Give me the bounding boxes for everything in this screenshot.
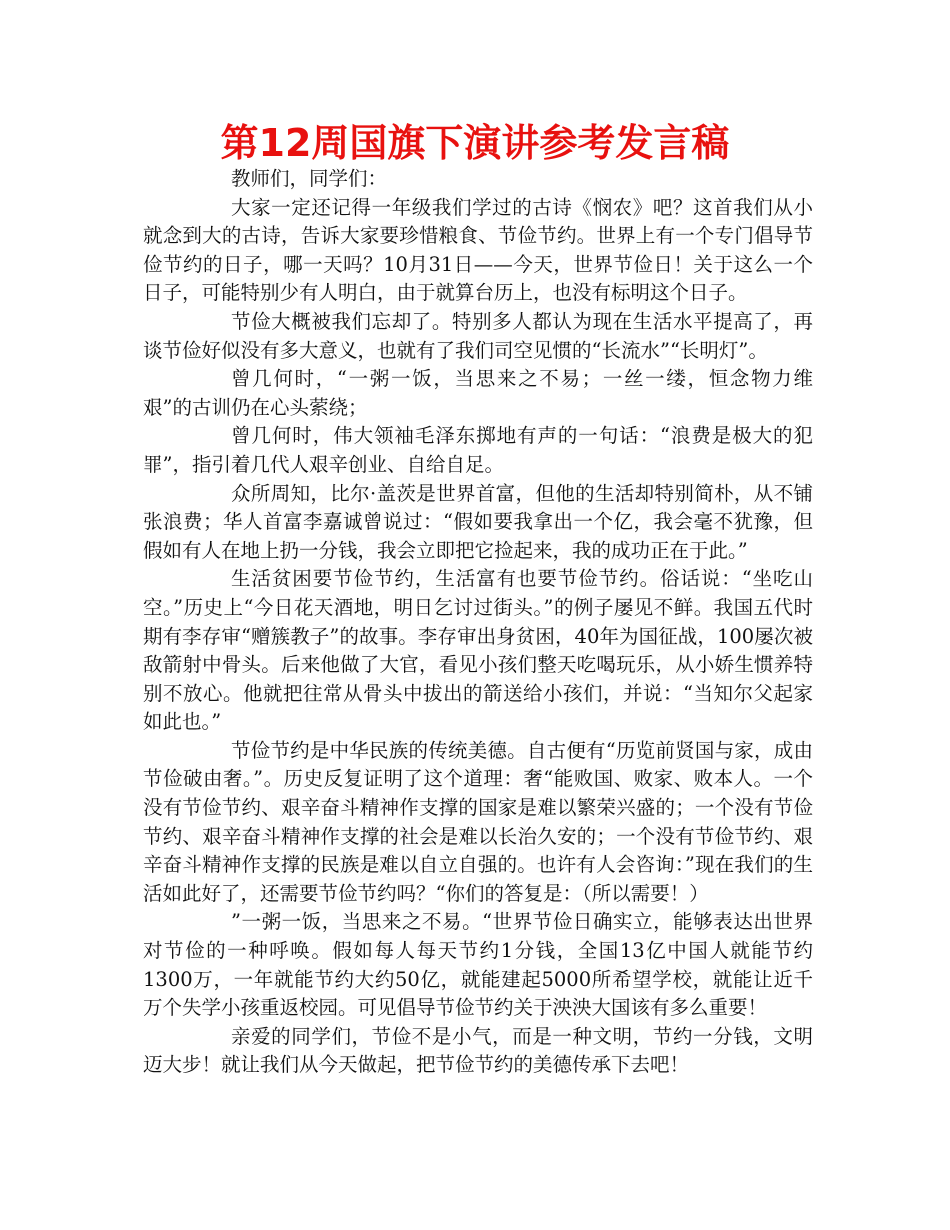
paragraph: ”一粥一饭，当思来之不易。“世界节俭日确实立，能够表达出世界对节俭的一种呼唤。假如每人每天节约1分钱，全国13亿中国人就能节约1300万，一年就能节约大约50亿，就能建起5000所希望学校，就能让近千万个失学小孩重返校园。可见倡导节俭节约关于泱泱大国该有多么重要！ (143, 910, 813, 1020)
paragraph: 节俭大概被我们忘却了。特别多人都认为现在生活水平提高了，再谈节俭好似没有多大意义，也就有了我们司空见惯的“长流水”“长明灯”。 (143, 309, 813, 362)
document-body (143, 165, 813, 1080)
paragraph: 众所周知，比尔·盖茨是世界首富，但他的生活却特别简朴，从不铺张浪费；华人首富李嘉诚曾说过：“假如要我拿出一个亿，我会毫不犹豫，但假如有人在地上扔一分钱，我会立即把它捡起来，我的成功正在于此。” (143, 481, 813, 562)
document-title: 第12周国旗下演讲参考发言稿 (220, 121, 730, 165)
paragraph: 节俭节约是中华民族的传统美德。自古便有“历览前贤国与家，成由节俭破由奢。”。历史反复证明了这个道理：奢“能败国、败家、败本人。一个没有节俭节约、艰辛奋斗精神作支撑的国家是难以繁荣兴盛的；一个没有节俭节约、艰辛奋斗精神作支撑的社会是难以长治久安的；一个没有节俭节约、艰辛奋斗精神作支撑的民族是难以自立自强的。也许有人会咨询：”现在我们的生活如此好了，还需要节俭节约吗？“你们的答复是：（所以需要！） (143, 738, 813, 905)
salutation: 教师们，同学们： (231, 167, 388, 190)
paragraph: 曾几何时，伟大领袖毛泽东掷地有声的一句话：“浪费是极大的犯罪”，指引着几代人艰辛创业、自给自足。 (143, 424, 813, 476)
paragraph: 亲爱的同学们，节俭不是小气，而是一种文明，节约一分钱，文明迈大步！就让我们从今天做起，把节俭节约的美德传承下去吧！ (143, 1024, 813, 1077)
paragraph: 曾几何时，“一粥一饭，当思来之不易；一丝一缕，恒念物力维艰”的古训仍在心头萦绕； (143, 367, 813, 419)
paragraph: 生活贫困要节俭节约，生活富有也要节俭节约。俗话说：“坐吃山空。”历史上“今日花天酒地，明日乞讨过街头。”的例子屡见不鲜。我国五代时期有李存审“赠簇教子”的故事。李存审出身贫困，40年为国征战，100屡次被敌箭射中骨头。后来他做了大官，看见小孩们整天吃喝玩乐，从小娇生惯养特别不放心。他就把往常从骨头中拔出的箭送给小孩们，并说：“当知尔父起家如此也。” (143, 567, 813, 734)
paragraph: 大家一定还记得一年级我们学过的古诗《悯农》吧？这首我们从小就念到大的古诗，告诉大家要珍惜粮食、节俭节约。世界上有一个专门倡导节俭节约的日子，哪一天吗？10月31日——今天，世界节俭日！关于这么一个日子，可能特别少有人明白，由于就算台历上，也没有标明这个日子。 (143, 195, 813, 305)
